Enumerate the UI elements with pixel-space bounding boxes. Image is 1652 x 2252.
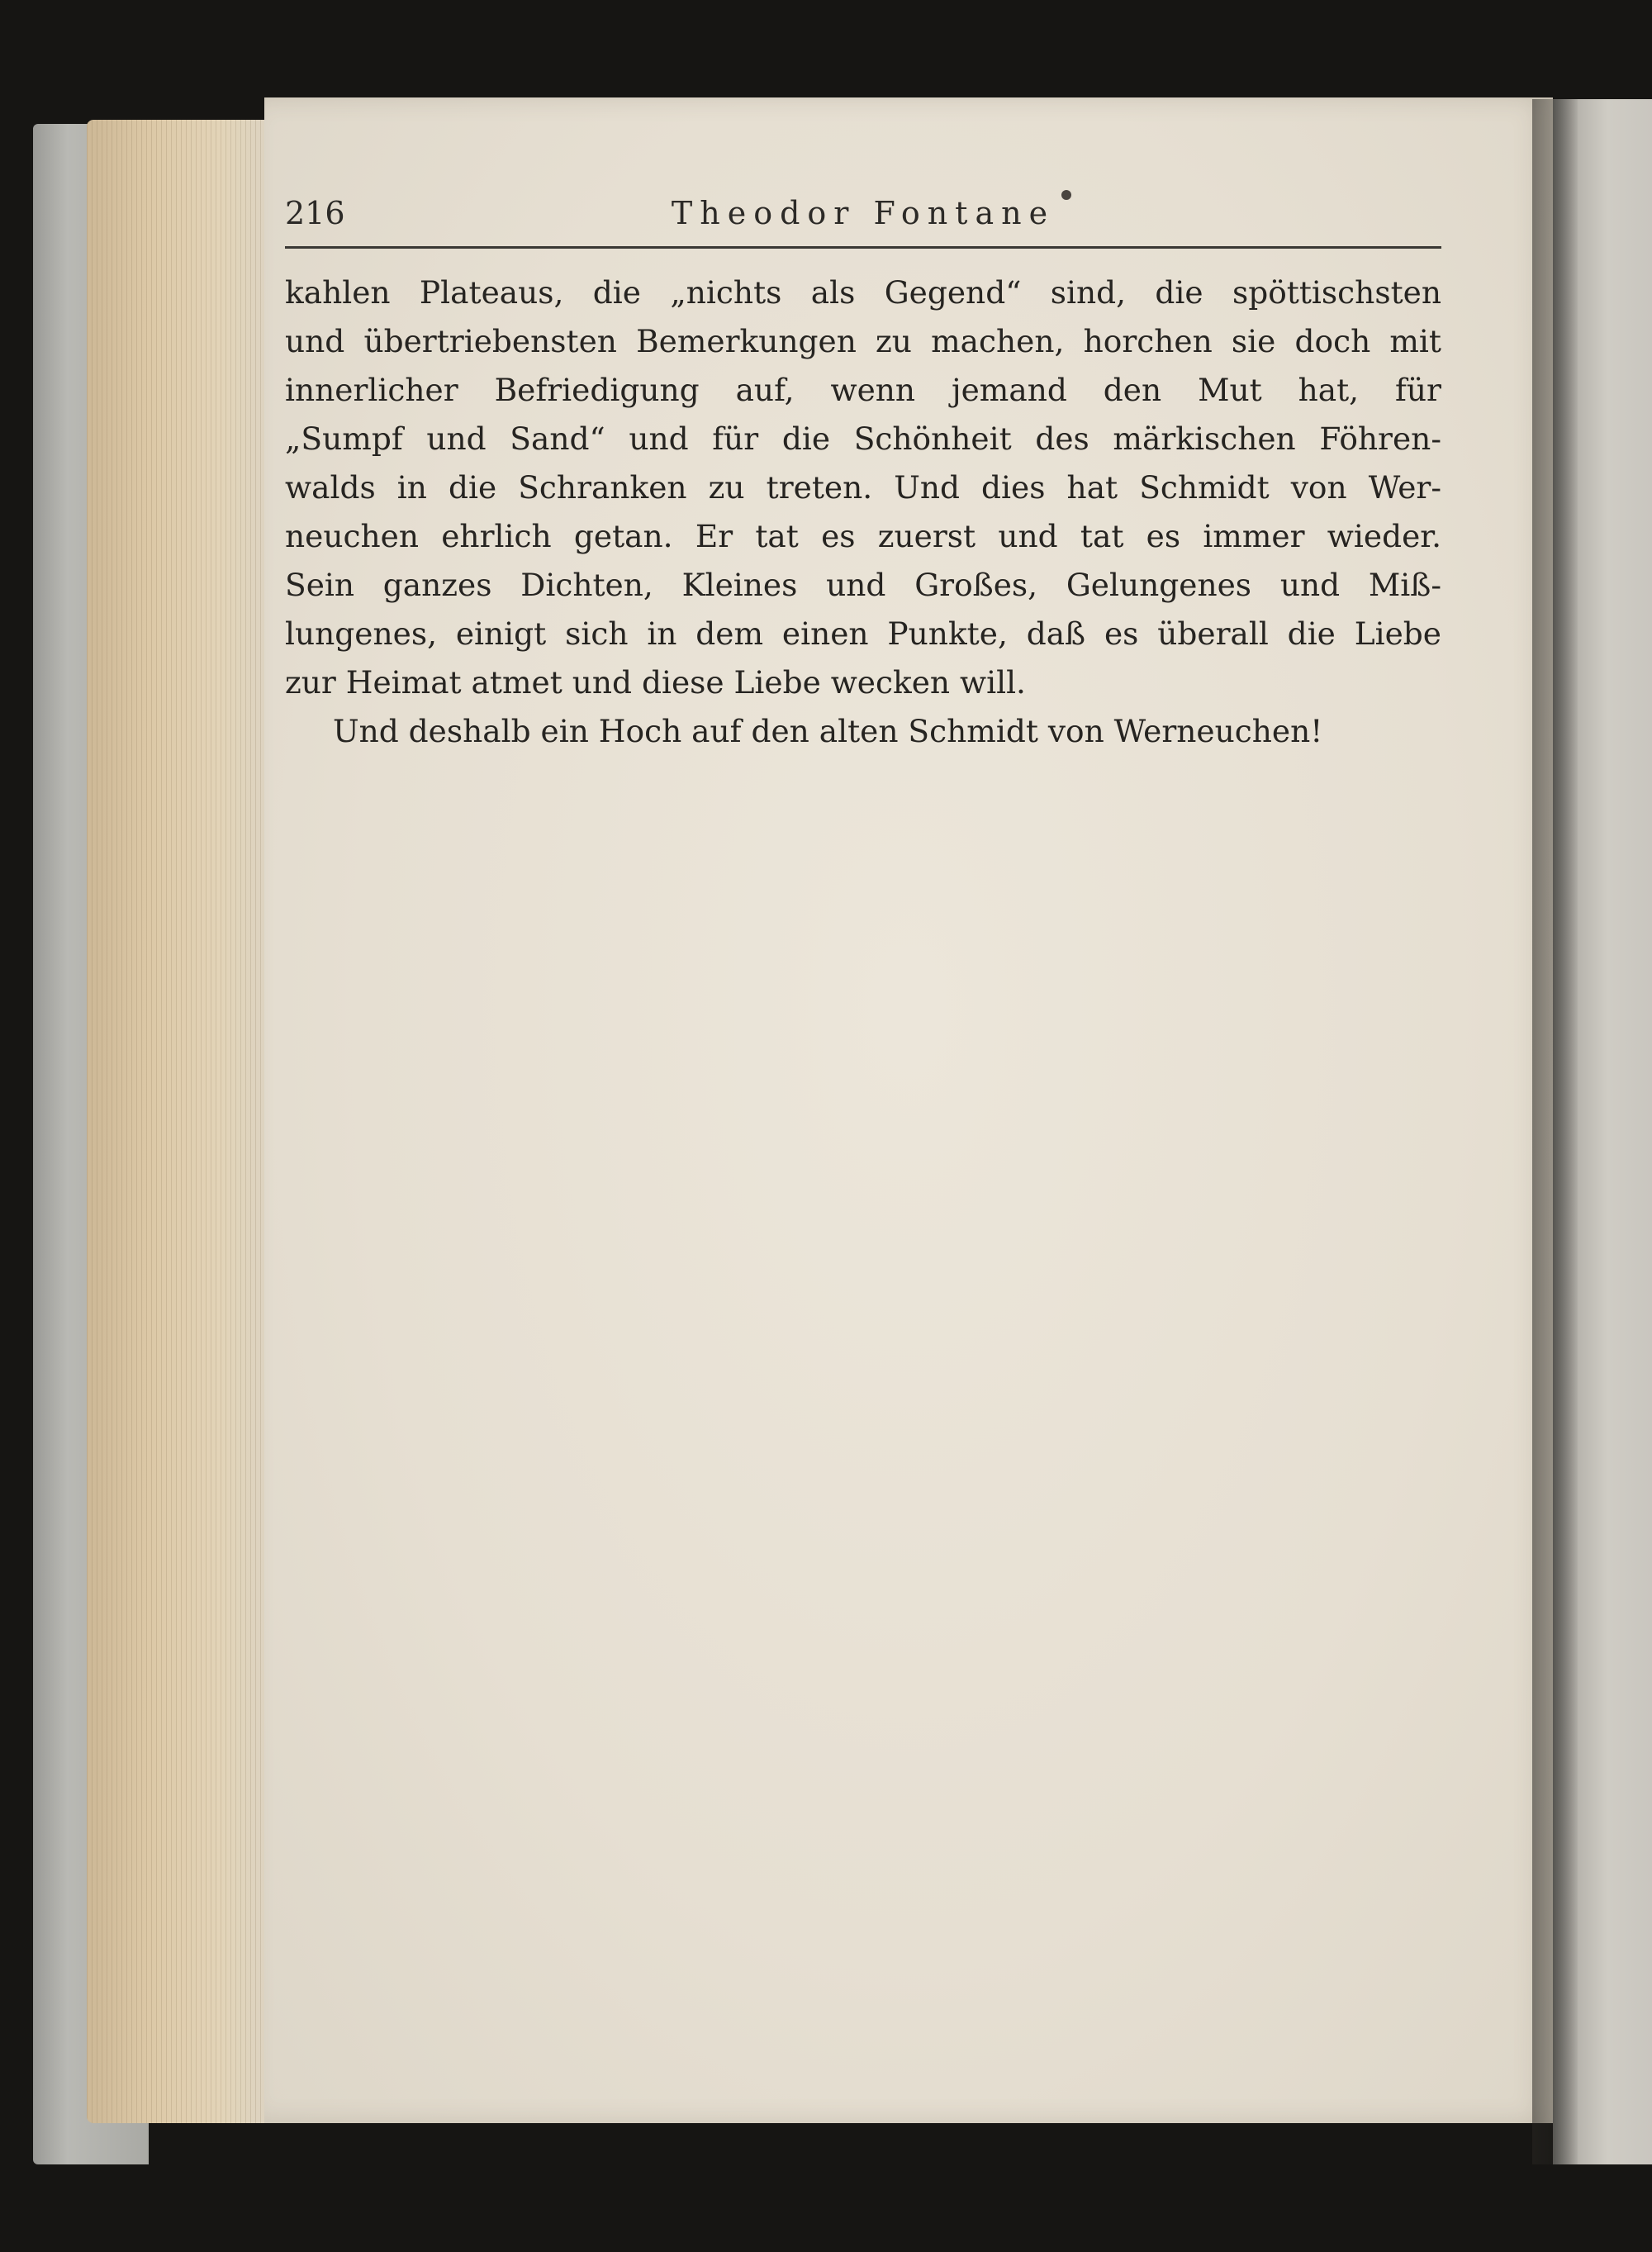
body-text <box>285 268 1441 756</box>
text-line: zur Heimat atmet und diese Liebe wecken will. <box>285 664 1026 701</box>
text-line: neuchen ehrlich getan. Er tat es zuerst und tat es immer wieder. <box>285 518 1441 554</box>
text-line: innerlicher Befriedigung auf, wenn jemand den Mut hat, für <box>285 372 1441 408</box>
text-line: und übertriebensten Bemerkungen zu machen, horchen sie doch mit <box>285 323 1441 359</box>
gutter-shadow <box>1532 99 1578 2164</box>
page-header <box>285 188 1441 249</box>
text-line: walds in die Schranken zu treten. Und dies hat Schmidt von Wer- <box>285 469 1441 506</box>
text-line: lungenes, einigt sich in dem einen Punkte, daß es überall die Liebe <box>285 615 1441 652</box>
text-line: kahlen Plateaus, die „nichts als Gegend“ sind, die spöttischsten <box>285 274 1441 311</box>
text-line: Sein ganzes Dichten, Kleines und Großes, Gelungenes und Miß- <box>285 567 1441 603</box>
page-number: 216 <box>285 195 345 231</box>
text-line: Und deshalb ein Hoch auf den alten Schmidt von Werneuchen! <box>333 713 1323 749</box>
paragraph <box>285 268 1441 707</box>
text-line: „Sumpf und Sand“ und für die Schönheit des märkischen Föhren- <box>285 420 1441 457</box>
running-head: Theodor Fontane <box>671 195 1056 231</box>
page-edges <box>87 120 264 2123</box>
paragraph <box>285 707 1441 756</box>
